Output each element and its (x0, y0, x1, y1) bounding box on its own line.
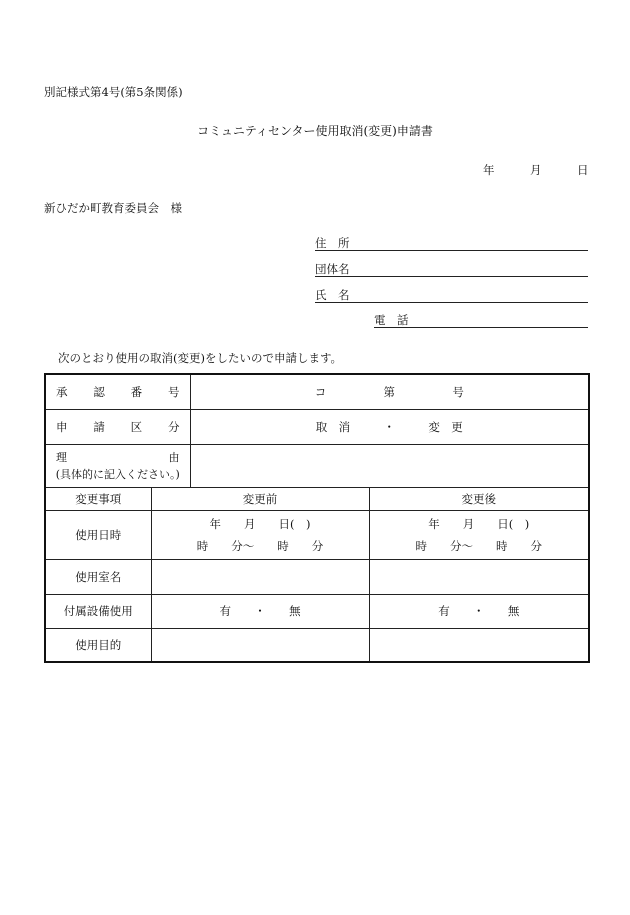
date-month-label: 月 (530, 163, 542, 177)
approval-prefix: コ (314, 384, 327, 399)
approval-suffix: 号 (452, 384, 464, 399)
equipment-after-sep: ・ (473, 604, 485, 618)
table-row (45, 594, 589, 628)
address-label: 住 所 (315, 236, 350, 250)
col-header-before: 変更前 (151, 487, 369, 510)
table-row (45, 628, 589, 662)
datetime-before-time: 時 分～ 時 分 (196, 538, 324, 553)
equipment-after-no[interactable]: 無 (507, 604, 520, 618)
table-row (45, 374, 589, 409)
reason-label-cell (45, 444, 190, 487)
equipment-label: 付属設備使用 (45, 594, 151, 628)
table-row (45, 559, 589, 594)
group-name-label: 団体名 (315, 262, 350, 276)
category-cell[interactable] (190, 409, 589, 444)
equipment-before-sep: ・ (254, 604, 266, 618)
purpose-label: 使用目的 (45, 628, 151, 662)
category-cancel[interactable]: 取 消 (315, 419, 351, 434)
address-field[interactable] (315, 236, 588, 251)
table-row (45, 487, 589, 510)
addressee: 新ひだか町教育委員会 様 (44, 201, 182, 215)
approval-mid: 第 (383, 384, 395, 399)
col-header-after: 変更後 (369, 487, 589, 510)
date-year-label: 年 (483, 163, 495, 177)
intro-text: 次のとおり使用の取消(変更)をしたいので申請します。 (58, 351, 343, 365)
datetime-before-date: 年 月 日( ) (209, 516, 311, 531)
reason-field[interactable] (190, 444, 589, 487)
form-number-label: 別記様式第4号(第5条関係) (44, 85, 183, 99)
phone-field[interactable] (374, 313, 588, 328)
datetime-label: 使用日時 (45, 510, 151, 559)
category-separator: ・ (383, 419, 395, 434)
datetime-before-cell[interactable] (151, 510, 369, 559)
category-label: 申請区分 (45, 409, 190, 444)
table-row (45, 510, 589, 559)
equipment-after-yes[interactable]: 有 (438, 604, 450, 618)
name-field[interactable] (315, 288, 588, 303)
purpose-before-field[interactable] (151, 628, 369, 662)
col-header-item: 変更事項 (45, 487, 151, 510)
purpose-after-field[interactable] (369, 628, 589, 662)
category-change[interactable]: 変 更 (428, 419, 463, 434)
room-label: 使用室名 (45, 559, 151, 594)
approval-number-label: 承認番号 (45, 374, 190, 409)
approval-number-cell[interactable] (190, 374, 589, 409)
reason-label: 理由 (56, 450, 180, 464)
equipment-before-no[interactable]: 無 (289, 604, 301, 618)
datetime-after-date: 年 月 日( ) (428, 516, 530, 531)
name-label: 氏 名 (315, 288, 350, 302)
equipment-before-yes[interactable]: 有 (219, 604, 231, 618)
phone-label: 電 話 (374, 313, 409, 327)
equipment-after-cell[interactable] (369, 594, 589, 628)
datetime-after-cell[interactable] (369, 510, 589, 559)
date-day-label: 日 (577, 163, 589, 177)
table-row (45, 444, 589, 487)
group-name-field[interactable] (315, 262, 588, 277)
room-after-field[interactable] (369, 559, 589, 594)
application-table (44, 373, 590, 663)
room-before-field[interactable] (151, 559, 369, 594)
datetime-after-time: 時 分～ 時 分 (415, 538, 542, 553)
reason-note: (具体的に記入ください。) (55, 467, 180, 481)
table-row (45, 409, 589, 444)
equipment-before-cell[interactable] (151, 594, 369, 628)
form-title: コミュニティセンター使用取消(変更)申請書 (197, 124, 433, 138)
